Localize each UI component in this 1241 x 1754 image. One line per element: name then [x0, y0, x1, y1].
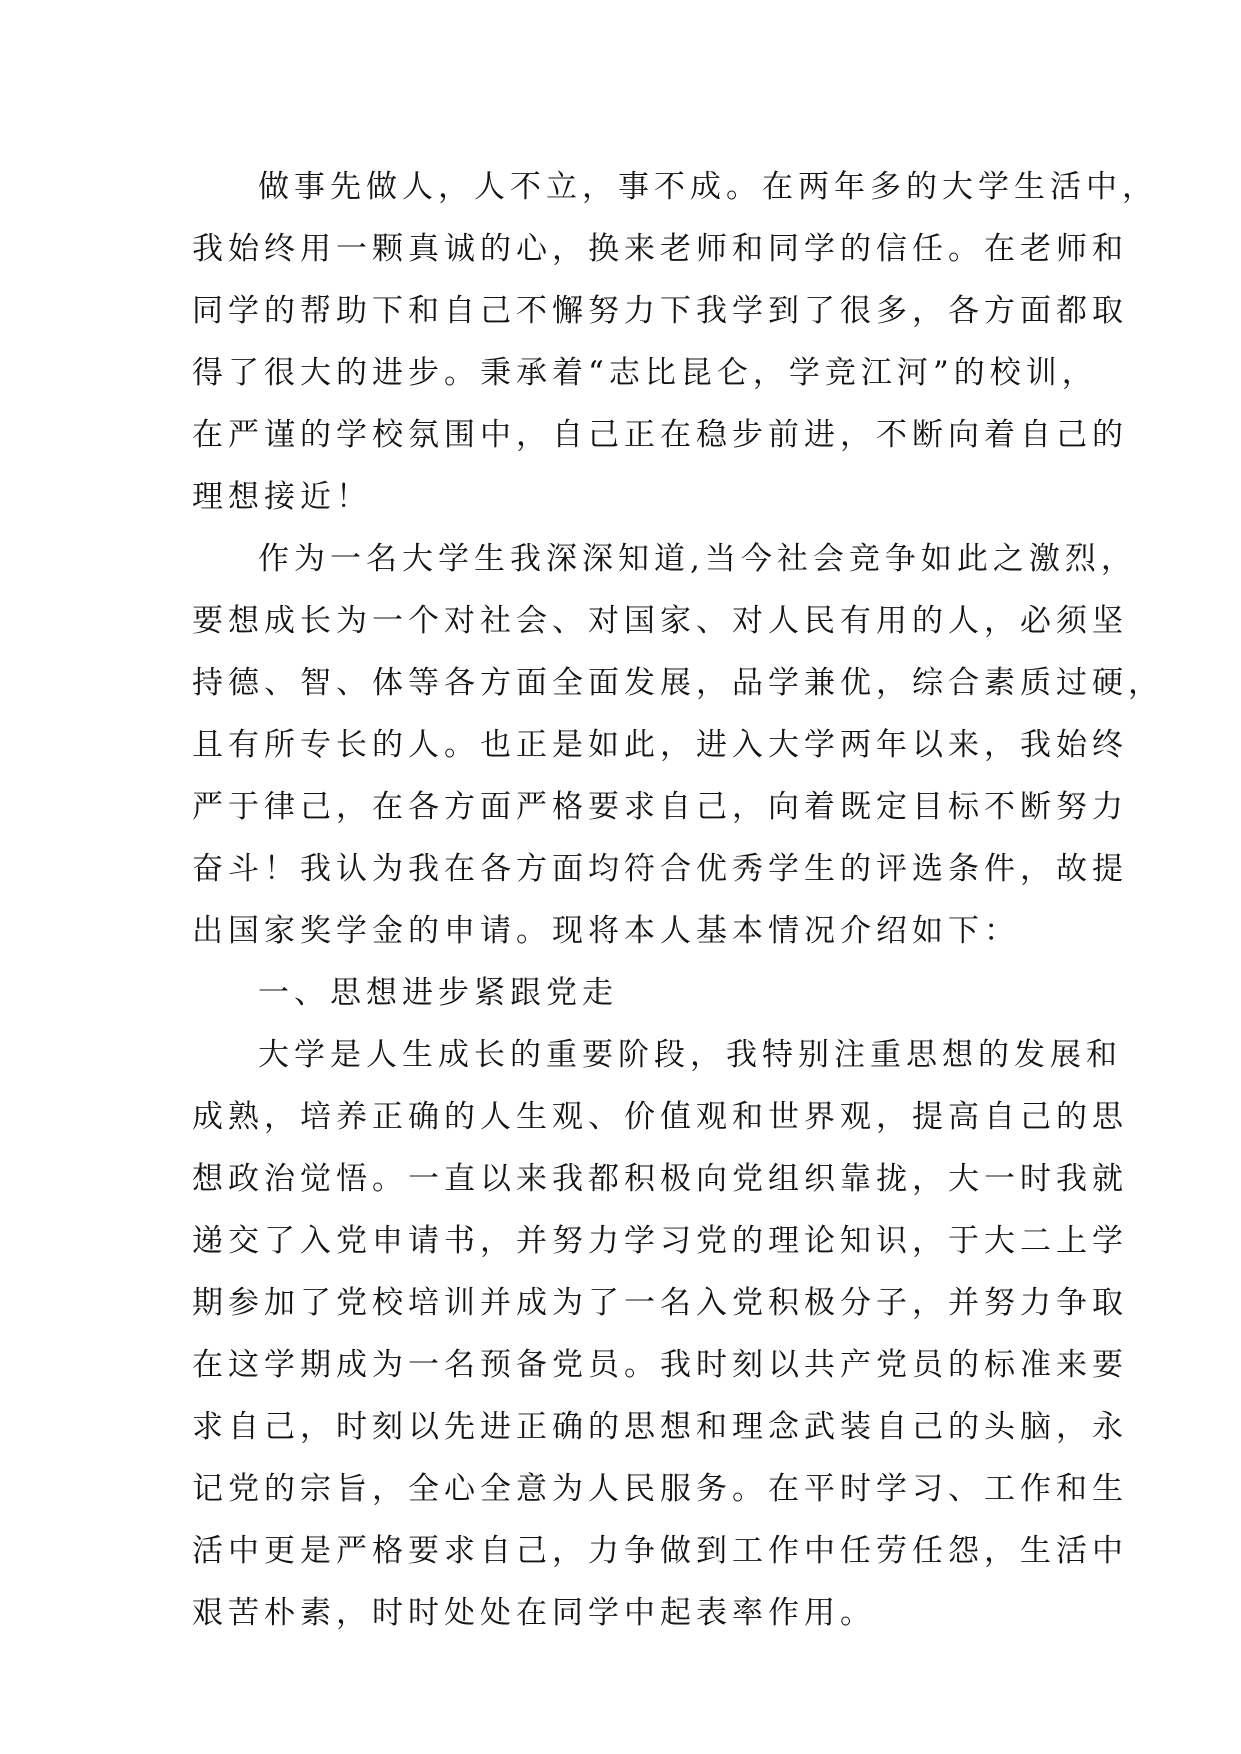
text-line: 想政治觉悟。一直以来我都积极向党组织靠拢，大一时我就	[192, 1161, 1128, 1197]
text-line: 求自己，时刻以先进正确的思想和理念武装自己的头脑，永	[192, 1409, 1128, 1445]
text-line: 得了很大的进步。秉承着“志比昆仑，学竞江河”的校训，	[192, 355, 1098, 391]
text-line: 艰苦朴素，时时处处在同学中起表率作用。	[192, 1595, 876, 1631]
text-line: 严于律己，在各方面严格要求自己，向着既定目标不断努力	[192, 789, 1128, 825]
text-line: 理想接近！	[192, 479, 372, 515]
text-line: 出国家奖学金的申请。现将本人基本情况介绍如下：	[192, 913, 1020, 949]
document-body	[192, 156, 1164, 1644]
text-line: 记党的宗旨，全心全意为人民服务。在平时学习、工作和生	[192, 1471, 1128, 1507]
section-heading: 一、思想进步紧跟党走	[258, 975, 618, 1011]
text-line: 在这学期成为一名预备党员。我时刻以共产党员的标准来要	[192, 1347, 1128, 1383]
text-line: 成熟，培养正确的人生观、价值观和世界观，提高自己的思	[192, 1099, 1128, 1135]
text-line: 且有所专长的人。也正是如此，进入大学两年以来，我始终	[192, 727, 1128, 763]
text-line: 持德、智、体等各方面全面发展，品学兼优，综合素质过硬，	[192, 665, 1164, 701]
text-line: 做事先做人，人不立，事不成。在两年多的大学生活中，	[258, 169, 1158, 205]
text-line: 期参加了党校培训并成为了一名入党积极分子，并努力争取	[192, 1285, 1128, 1321]
text-line: 奋斗！我认为我在各方面均符合优秀学生的评选条件，故提	[192, 851, 1128, 887]
text-line: 我始终用一颗真诚的心，换来老师和同学的信任。在老师和	[192, 231, 1128, 267]
text-line: 要想成长为一个对社会、对国家、对人民有用的人，必须坚	[192, 603, 1128, 639]
text-line: 同学的帮助下和自己不懈努力下我学到了很多，各方面都取	[192, 293, 1128, 329]
text-line: 大学是人生成长的重要阶段，我特别注重思想的发展和	[258, 1037, 1122, 1073]
text-line: 活中更是严格要求自己，力争做到工作中任劳任怨，生活中	[192, 1533, 1128, 1569]
text-line: 递交了入党申请书，并努力学习党的理论知识，于大二上学	[192, 1223, 1128, 1259]
text-line: 在严谨的学校氛围中，自己正在稳步前进，不断向着自己的	[192, 417, 1128, 453]
text-line: 作为一名大学生我深深知道,当今社会竞争如此之激烈，	[258, 541, 1137, 577]
